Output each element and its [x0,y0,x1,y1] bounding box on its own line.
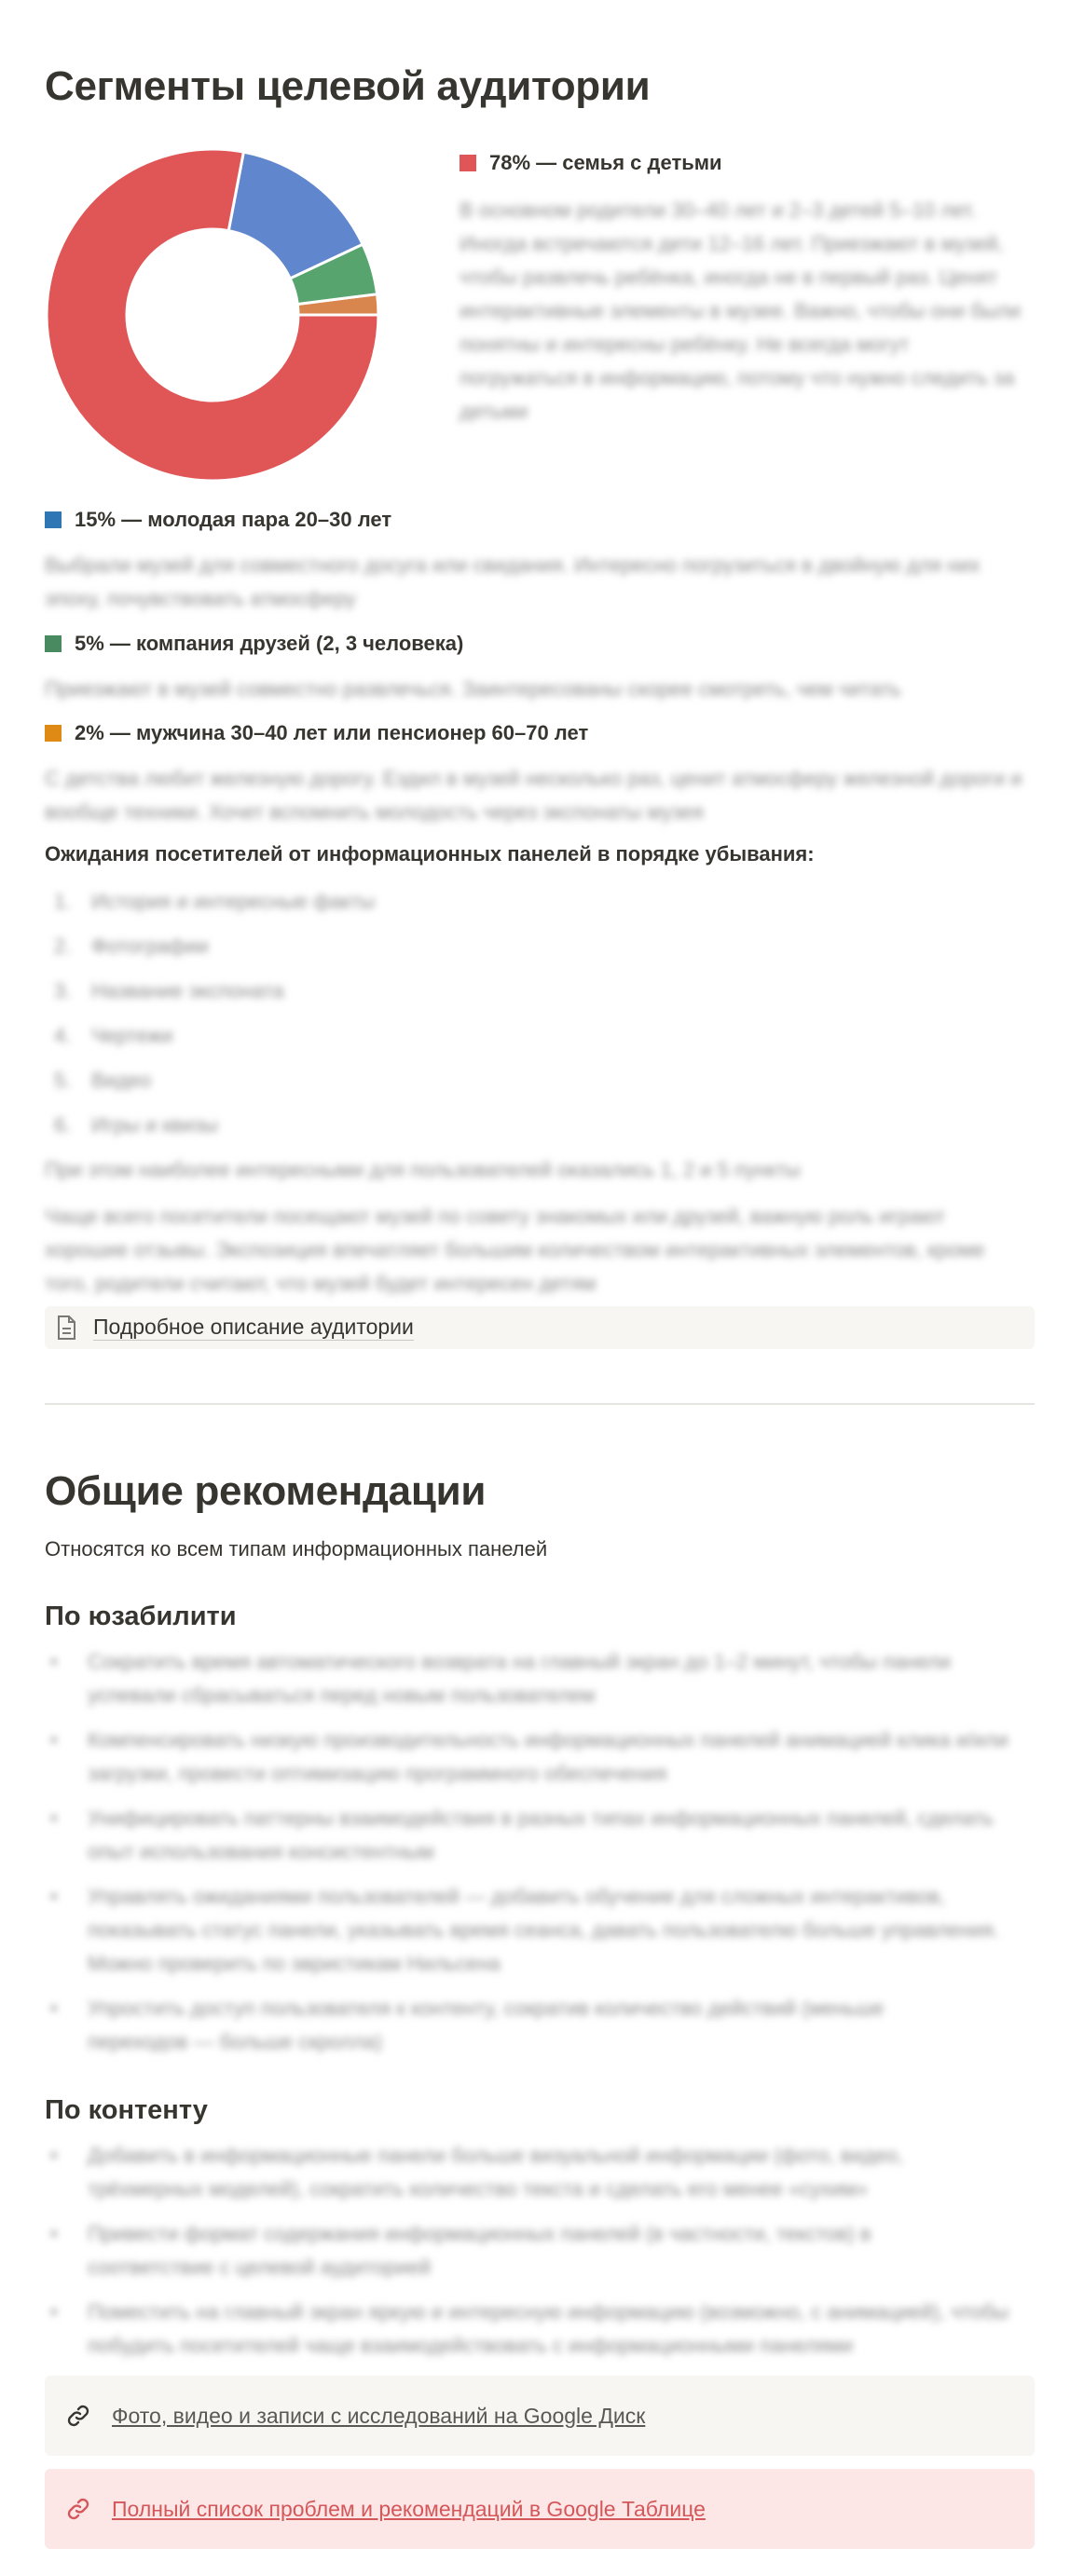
legend-color-square [460,155,476,171]
link-icon [65,2496,91,2522]
list-item: • Унифицировать паттерны взаимодействия в разных типах информационных панелей, сделать опыт использования консистентным [50,1806,994,1863]
list-item: 3. Название экспоната [54,979,284,1002]
list-item: • Компенсировать низкую производительность информационных панелей анимацией клика и/или загрузки, провести оптимизацию программного обеспечения [50,1728,1008,1785]
recommendations-subtitle: Относятся ко всем типам информационных панелей [45,1537,548,1561]
segment-item-friends [45,632,463,656]
sheet-link-callout[interactable] [45,2469,1035,2549]
audience-details-page-link[interactable] [45,1306,1035,1349]
recommendations-title: Общие рекомендации [45,1468,487,1514]
segment-description: В основном родители 30–40 лет и 2–3 детей 5–10 лет. Иногда встречаются дети 12–16 лет. Приезжают в музей, чтобы развлечь ребёнка, иногда не в первый раз. Ценят интерактивные элементы в музее. Важно, чтобы они были понятны и интересны ребёнку. Не всегда могут погружаться в информацию, потому что нужно следить за детьми [460,198,1021,423]
list-item: 4. Чертежи [54,1024,173,1047]
expectations-list [54,879,613,1148]
legend-color-square [45,635,62,652]
usability-heading: По юзабилити [45,1601,237,1631]
list-item: • Добавить в информационные панели больше визуальной информации (фото, видео, трёхмерных моделей), сократить количество текста и сделать его менее «сухим» [50,2144,904,2201]
list-item: 1. История и интересные факты [54,890,376,913]
note-paragraph: При этом наиболее интересными для пользователей оказались 1, 2 и 5 пункты [45,1158,801,1181]
list-item: • Привести формат содержания информационных панелей (в частности, текстов) в соответствие с целевой аудиторией [50,2222,871,2279]
page-link-label: Подробное описание аудитории [93,1315,414,1339]
expectations-heading: Ожидания посетителей от информационных панелей в порядке убывания: [45,842,815,865]
link-icon [65,2403,91,2429]
segment-description: Выбрали музей для совместного досуга или свидания. Интересно погрузиться в двойную для них эпоху, почувствовать атмосферу [45,553,981,610]
segment-description: Приезжают в музей совместно развлечься. Заинтересованы скорее смотреть, чем читать [45,677,901,701]
drive-link-callout[interactable] [45,2376,1035,2456]
list-item: • Сократить время автоматического возврата на главный экран до 1–2 минут, чтобы панели успевали сбрасываться перед новым пользователем [50,1650,952,1707]
note-paragraph: Чаще всего посетители посещают музей по совету знакомых или друзей, важную роль играют хорошие отзывы. Экспозиция впечатляет большим количеством интерактивных элементов, кроме того, родители считают, что музей будет интересен детям [45,1205,985,1295]
list-item: 6. Игры и квизы [54,1113,218,1137]
drive-link-label[interactable]: Фото, видео и записи с исследований на Google Диск [112,2403,646,2428]
section-divider [45,1403,1035,1405]
legend-color-square [45,511,62,528]
segment-label: 15% — молодая пара 20–30 лет [75,508,392,531]
content-heading: По контенту [45,2095,208,2125]
segment-item-enthusiasts [45,721,588,745]
segment-label: 78% — семья с детьми [489,151,722,174]
audience-donut-chart [45,147,380,483]
segment-label: 5% — компания друзей (2, 3 человека) [75,632,464,655]
list-item: 5. Видео [54,1069,152,1092]
segment-item-couples [45,508,391,532]
content-list [50,2139,1029,2374]
legend-color-square [45,725,62,742]
list-item: • Поместить на главный экран яркую и интересную информацию (возможно, с анимацией), чтобы побудить посетителей чаще взаимодействовать с информационными панелями [50,2300,1009,2357]
segment-description: С детства любит железную дорогу. Ездил в музей несколько раз, ценит атмосферу железной дороги и вообще техники. Хочет вспомнить молодость через экспонаты музея [45,767,1022,824]
document-icon [54,1315,78,1341]
usability-list [50,1645,1029,2070]
list-item: • Управлять ожиданиями пользователей — добавить обучение для сложных интерактивов, показывать статус панели, указывать время сеанса, давать пользователю больше управления. Можно проверить по эвристикам Нильсена [50,1885,999,1975]
segment-label: 2% — мужчина 30–40 лет или пенсионер 60–70 лет [75,721,589,744]
page-title: Сегменты целевой аудитории [45,63,651,109]
sheet-link-label[interactable]: Полный список проблем и рекомендаций в Google Таблице [112,2496,706,2521]
list-item: • Упростить доступ пользователя к контенту, сократив количество действий (меньше переходов — больше скролла) [50,1997,885,2053]
list-item: 2. Фотографии [54,934,209,958]
segment-item-families [460,151,722,175]
